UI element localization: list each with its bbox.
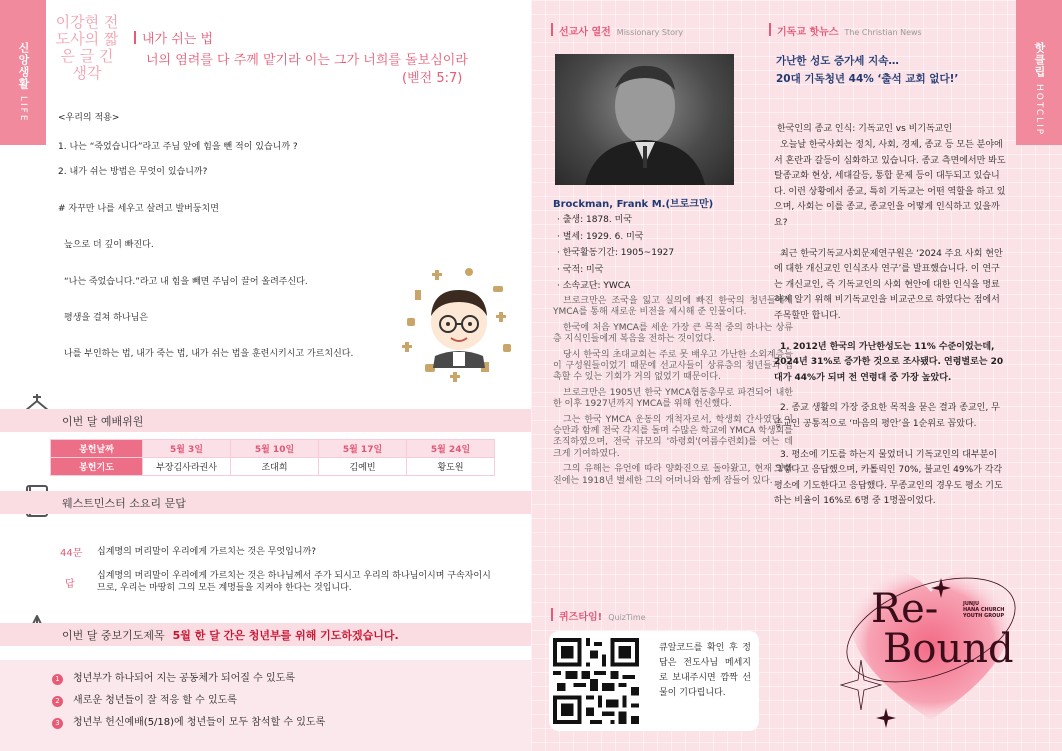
news-headline: 가난한 성도 증가세 지속… 20대 기독청년 44% ‘출석 교회 없다!’	[776, 55, 959, 85]
missionary-photo	[555, 54, 734, 185]
hotclip-sub: HOTCLIP	[1034, 84, 1044, 137]
prayer-highlight: 5월 한 달 간은 청년부를 위해 기도하겠습니다.	[172, 629, 399, 642]
application-title: <우리의 적용>	[58, 113, 120, 123]
quiz-box	[549, 631, 759, 731]
right-page	[531, 0, 1062, 751]
catechism-answer: 십계명의 머리말이 우리에게 가르치는 것은 하나님께서 주가 되시고 우리의 하나님이시며 구속자이시므로, 우리는 마땅히 그의 모든 계명들을 지켜야 한다는 것입니다.	[97, 571, 491, 593]
news-body	[774, 138, 1006, 525]
news-paragraph: 최근 한국기독교사회문제연구원은 ‘2024 주요 사회 현안에 대한 개신교인 인식조사 연구’를 발표했습니다. 이 연구는 개신교인, 즉 기독교인의 사회 현안에 대한 인식을 명료하게 알기 위해 비기독교인을 비교군으로 하였다는 점에서 주목할만 합니다.	[774, 248, 1003, 321]
news-paragraph: 2. 종교 생활의 가장 중요한 목적을 묻은 결과 종교인, 무종교인 공통적으로 ‘마음의 평안’을 1순위로 꼽았다.	[774, 403, 1000, 429]
catechism-title: 웨스트민스터 소요리 문답	[62, 497, 186, 510]
scripture-ref: (벧전 5:7)	[402, 71, 463, 86]
scripture-heading: 내가 쉬는 법	[134, 28, 213, 47]
missionary-name: Brockman, Frank M.(브로크만)	[553, 199, 714, 210]
life-tab	[0, 0, 46, 145]
life-tab-label: 신앙생활	[17, 42, 30, 90]
missionary-heading: 선교사 열전 Missionary Story	[551, 23, 683, 38]
worship-name: 김예빈	[319, 458, 407, 476]
logo-church-name: JUNJU HANA CHURCH YOUTH GROUP	[963, 601, 1005, 619]
hotclip-label: 핫클립	[1033, 42, 1046, 78]
logo-line1: Re-	[871, 586, 939, 632]
missionary-info: · 출생: 1878. 미국 · 별세: 1929. 6. 미국 · 한국활동기간: 1905~1927 · 국적: 미국 · 소속교단: YWCA	[557, 215, 675, 291]
hotclip-tab	[1016, 0, 1062, 145]
note-3: “나는 죽었습니다.”라고 내 힘을 빼면 주님이 끌어 올려주신다.	[64, 277, 308, 287]
application-q1: 1. 나는 “죽었습니다”라고 주님 앞에 힘을 뺀 적이 있습니까 ?	[58, 142, 298, 152]
worship-table	[50, 439, 495, 476]
portrait-silhouette	[555, 54, 734, 185]
quiz-heading: 퀴즈타임! QuizTime	[551, 608, 646, 623]
worship-row-label: 봉헌날짜	[51, 440, 143, 458]
prayer-item: 3 청년부 헌신예배(5/18)에 청년들이 모두 참석할 수 있도록	[52, 713, 325, 729]
rebound-logo	[831, 530, 1031, 730]
application-q2: 2. 내가 쉬는 방법은 무엇이 있습니까?	[58, 167, 208, 177]
news-paragraph: 1. 2012년 한국의 가난한성도는 11% 수준이었는데, 2024년 31%로 증가한 것으로 조사됐다. 연령별로는 20대가 44%가 되며 전 연령대 중 가장 높았다.	[774, 341, 1004, 383]
worship-date: 5월 3일	[143, 440, 231, 458]
worship-name: 부장김사라권사	[143, 458, 231, 476]
worship-date: 5월 17일	[319, 440, 407, 458]
pastor-illustration	[395, 260, 523, 388]
news-paragraph: 오늘날 한국사회는 정치, 사회, 경제, 종교 등 모든 분야에서 혼란과 갈등이 심화하고 있습니다. 종교 측면에서만 봐도 탈종교화 현상, 세대갈등, 통합 문제 등이 대두되고 있습니다. 이런 상황에서 종교, 특히 기독교는 어떤 역할을 하고 있으며, 사회는 이를 종교, 종교인을 어떻게 인식하고 있을까요?	[774, 140, 1006, 228]
logo-line2: Bound	[883, 626, 1014, 672]
worship-name: 황도원	[407, 458, 495, 476]
worship-row-label: 봉헌기도	[51, 458, 143, 476]
catechism-a-num: 답	[65, 579, 75, 590]
worship-title: 이번 달 예배위원	[62, 415, 144, 428]
prayer-item: 1 청년부가 하나되어 지는 공동체가 되어질 수 있도록	[52, 669, 295, 685]
scripture-verse: 너의 염려를 다 주께 맡기라 이는 그가 너희를 돌보심이라	[146, 53, 468, 68]
catechism-q-num: 44문	[60, 548, 83, 559]
news-paragraph: 3. 평소에 기도를 하는지 물었더니 기독교인의 대부분이 그렇다고 응답했으며, 카톨릭인 70%, 불교인 49%가 각각 평소에 기도한다고 응답했다. 무종교인의 경우도 평소 기도하는 비율이 16%로 6명 중 1명꼴이었다.	[774, 449, 1003, 507]
prayer-item: 2 새로운 청년들이 잘 적응 할 수 있도록	[52, 691, 237, 707]
note-1: # 자꾸만 나를 세우고 살려고 발버둥치면	[58, 204, 219, 214]
qr-code[interactable]	[553, 638, 639, 724]
life-tab-sub: LIFE	[18, 96, 28, 123]
column-title: 이강현 전도사의 짧은 글 긴 생각	[55, 13, 119, 82]
note-4: 평생을 걸쳐 하나님은	[64, 313, 148, 323]
bar-marker	[134, 31, 136, 44]
news-heading: 기독교 핫뉴스 The Christian News	[769, 23, 922, 38]
quiz-text: 큐알코드를 확인 후 정답은 전도사님 메세지로 보내주시면 깜짝 선물이 기다립니다.	[659, 643, 751, 698]
news-subtitle: 한국인의 종교 인식: 기독교인 vs 비기독교인	[777, 124, 953, 134]
worship-date: 5월 24일	[407, 440, 495, 458]
prayer-list	[0, 660, 531, 751]
worship-names-row	[51, 458, 495, 476]
catechism-question: 십계명의 머리말이 우리에게 가르치는 것은 무엇입니까?	[97, 547, 317, 557]
missionary-story: 브로크만은 조국을 잃고 실의에 빠진 한국의 청년들에게 YMCA를 통해 새로운 비전을 제시해 준 인물이다. 한국에 처음 YMCA를 세운 가장 큰 목적 중의 하나는 상류층 지식인들에게 복음을 전하는 것이었다. 당시 한국의 초대교회는 주로 못 배우고 가난한 소외계층들이 구성원들이었기 때문에 선교사들이 상류층의 청년들과 접촉할 수 있는 기회가 거의 없었기 때문이다. 브로크만은 1905년 한국 YMCA협동총무로 파견되어 내한한 이후 1927년까지 YMCA를 위해 헌신했다. 그는 한국 YMCA 운동의 개척자로서, 학생회 간사였던 이승만과 함께 전국 각지를 돌며 수많은 학교에 YMCA 학생회를 조직하였으며, 전국 규모의 '하령회'(여름수련회)를 여는 데 크게 기여하였다. 그의 유해는 유언에 따라 양화진으로 돌아왔고, 현재 양화진에는 1918년 별세한 그의 어머니와 함께 잠들어 있다.	[553, 296, 793, 486]
worship-dates-row	[51, 440, 495, 458]
note-5: 나를 부인하는 법, 내가 죽는 법, 내가 쉬는 법을 훈련시키시고 가르치신다.	[64, 349, 354, 359]
worship-name: 조대희	[231, 458, 319, 476]
worship-date: 5월 10일	[231, 440, 319, 458]
note-2: 늪으로 더 깊이 빠진다.	[64, 240, 154, 250]
prayer-title: 이번 달 중보기도제목 5월 한 달 간은 청년부를 위해 기도하겠습니다.	[62, 629, 399, 642]
